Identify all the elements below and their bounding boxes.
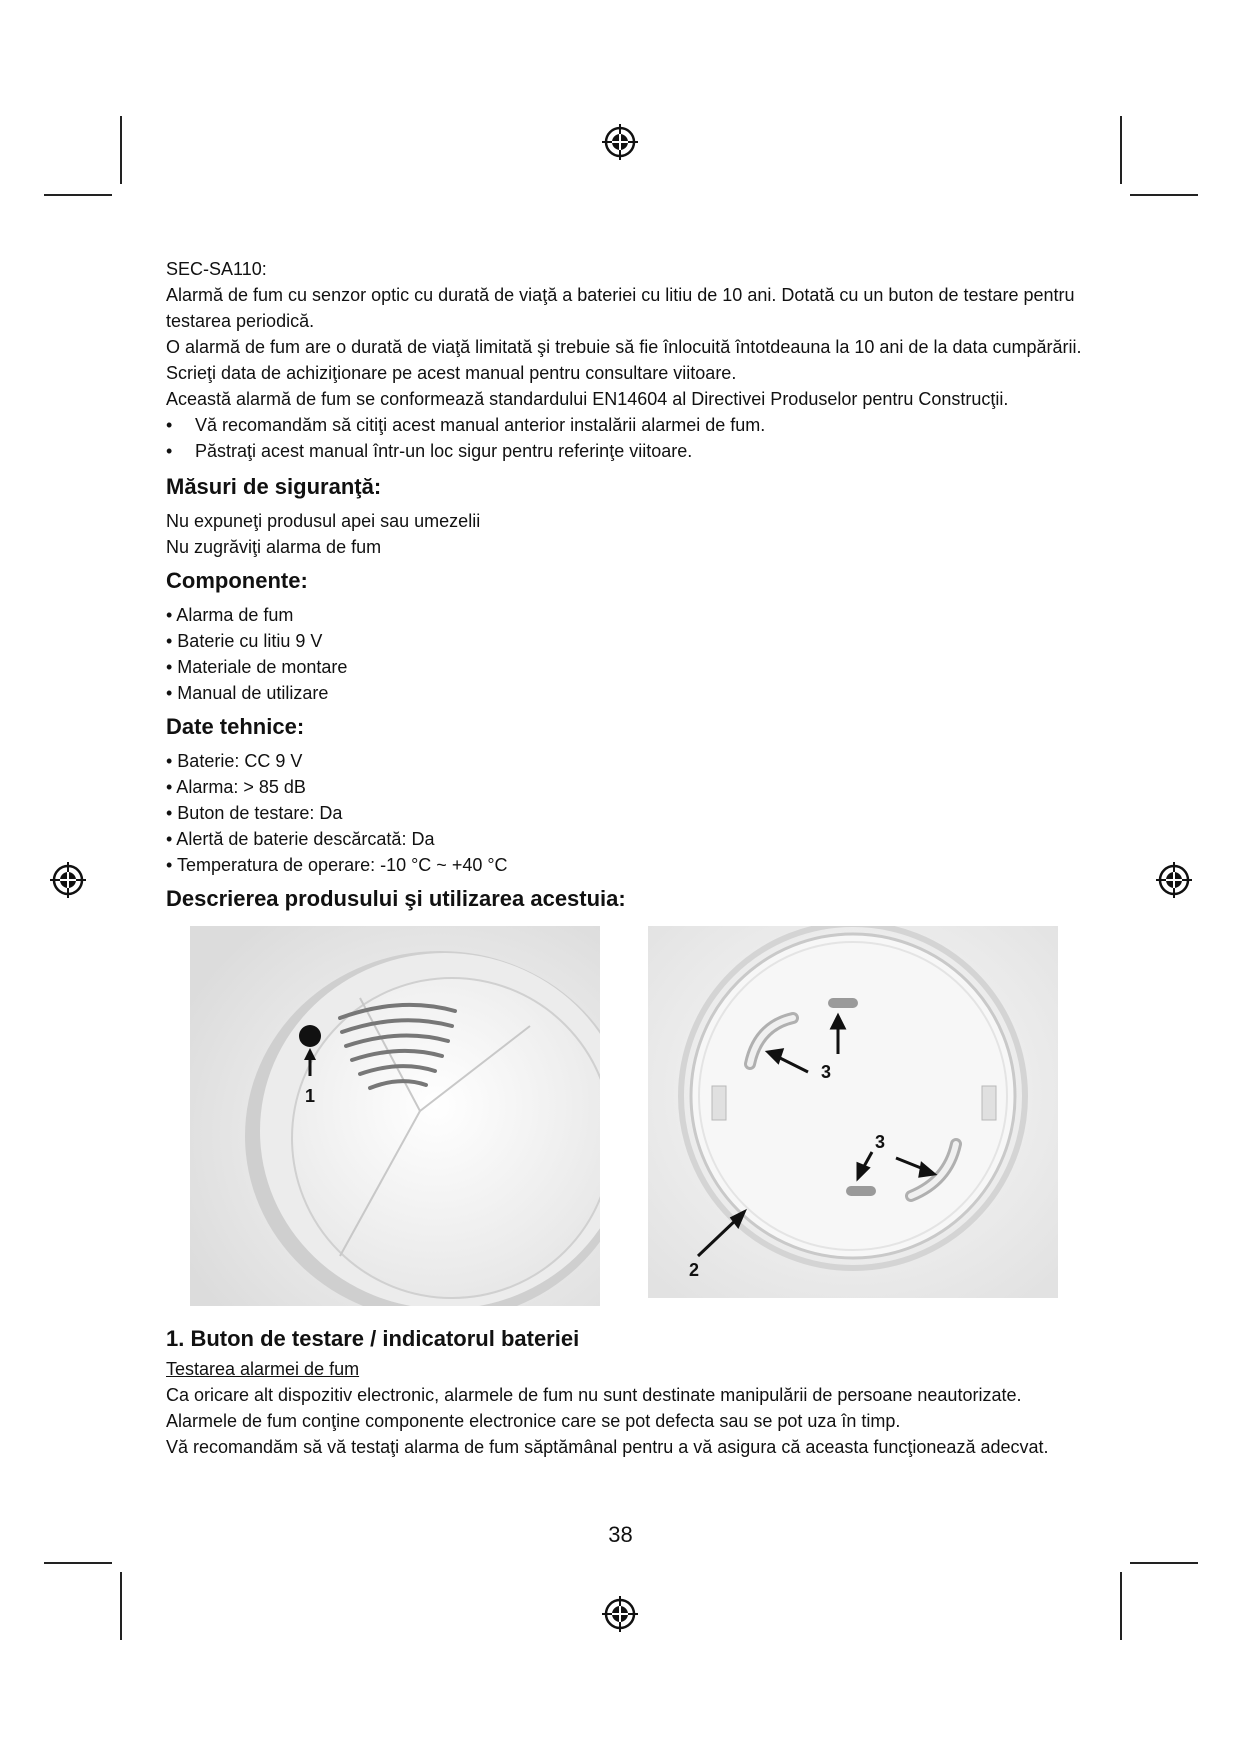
crop-mark: [1120, 1572, 1122, 1640]
bullet: •: [166, 415, 173, 435]
list-item: • Alarma: > 85 dB: [166, 777, 306, 797]
registration-mark-icon: [1154, 860, 1194, 900]
list-item: • Materiale de montare: [166, 657, 348, 677]
section-heading-description: Descrierea produsului şi utilizarea acestuia:: [166, 886, 626, 911]
callout-label: 1: [304, 1086, 316, 1106]
section-heading-components: Componente:: [166, 568, 308, 593]
mounting-base-image: [648, 926, 1058, 1298]
specs-list: [166, 748, 1086, 878]
list-item: • Baterie: CC 9 V: [166, 751, 303, 771]
registration-mark-icon: [600, 1594, 640, 1634]
callout-label: 2: [688, 1260, 700, 1280]
smoke-alarm-front-image: [190, 926, 600, 1306]
list-item: • Alarma de fum: [166, 605, 294, 625]
intro-paragraph: Această alarmă de fum se conformează standardului EN14604 al Directivei Produselor pentru Construcţii.: [166, 389, 1009, 409]
intro-paragraph: O alarmă de fum are o durată de viaţă limitată şi trebuie să fie înlocuită întotdeauna la 10 ani de la data cumpărării. Scrieţi data de achiziţionare pe acest manual pentru consultare viitoare.: [166, 337, 1082, 383]
intro-paragraph: Alarmă de fum cu senzor optic cu durată de viaţă a bateriei cu litiu de 10 ani. Dotată cu un buton de testare pentru testarea periodică.: [166, 285, 1075, 331]
callout-label: 3: [874, 1132, 886, 1152]
safety-line: Nu expuneţi produsul apei sau umezelii: [166, 511, 481, 531]
list-item: [166, 438, 1086, 464]
crop-mark: [1130, 1562, 1198, 1564]
list-item: [166, 412, 1086, 438]
subheading: Testarea alarmei de fum: [166, 1359, 360, 1379]
list-item: • Alertă de baterie descărcată: Da: [166, 829, 435, 849]
section-heading-safety: Măsuri de siguranţă:: [166, 474, 382, 499]
safety-line: Nu zugrăviţi alarma de fum: [166, 537, 382, 557]
section-heading-specs: Date tehnice:: [166, 714, 305, 739]
section-heading-test-button: 1. Buton de testare / indicatorul bateriei: [166, 1326, 580, 1351]
page-content: [166, 256, 1086, 1460]
list-item: • Temperatura de operare: -10 °C ~ +40 °C: [166, 855, 508, 875]
model-name: SEC-SA110:: [166, 259, 267, 279]
product-images: [166, 926, 1086, 1312]
crop-mark: [1120, 116, 1122, 184]
crop-mark: [1130, 194, 1198, 196]
list-item-text: Vă recomandăm să citiţi acest manual anterior instalării alarmei de fum.: [195, 415, 766, 435]
page-number: 38: [608, 1522, 633, 1547]
crop-mark: [44, 194, 112, 196]
registration-mark-icon: [48, 860, 88, 900]
components-list: [166, 602, 1086, 706]
list-item-text: Păstraţi acest manual într-un loc sigur pentru referinţe viitoare.: [195, 441, 693, 461]
bullet: •: [166, 441, 173, 461]
callout-label: 3: [820, 1062, 832, 1082]
body-paragraph: Alarmele de fum conţine componente electronice care se pot defecta sau se pot uza în timp.: [166, 1411, 901, 1431]
crop-mark: [44, 1562, 112, 1564]
body-paragraph: Vă recomandăm să vă testaţi alarma de fum săptămânal pentru a vă asigura că aceasta funcţionează adecvat.: [166, 1437, 1049, 1457]
list-item: • Baterie cu litiu 9 V: [166, 631, 323, 651]
registration-mark-icon: [600, 122, 640, 162]
list-item: • Buton de testare: Da: [166, 803, 343, 823]
body-paragraph: Ca oricare alt dispozitiv electronic, alarmele de fum nu sunt destinate manipulării de persoane neautorizate.: [166, 1385, 1022, 1405]
crop-mark: [120, 1572, 122, 1640]
crop-mark: [120, 116, 122, 184]
list-item: • Manual de utilizare: [166, 683, 329, 703]
